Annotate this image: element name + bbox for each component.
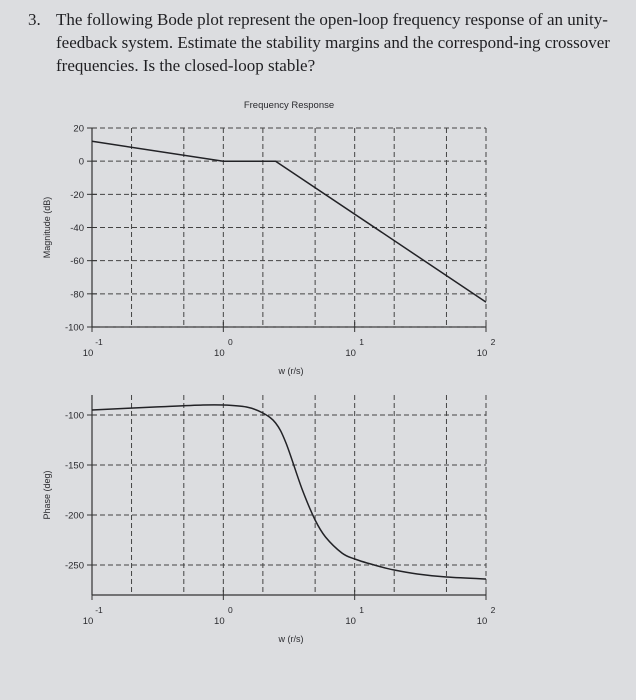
- magnitude-x-tick-exponent: -1: [95, 337, 103, 347]
- magnitude-x-tick-exponent: 1: [359, 337, 365, 347]
- magnitude-y-tick-label: 0: [78, 156, 84, 168]
- phase-series-line: [92, 405, 486, 579]
- magnitude-y-tick-label: -20: [70, 189, 84, 201]
- magnitude-y-axis-label: Magnitude (dB): [42, 196, 52, 259]
- magnitude-x-tick-label: 10: [345, 348, 356, 359]
- magnitude-y-tick-label: 20: [73, 123, 84, 135]
- magnitude-y-tick-label: -60: [70, 256, 84, 268]
- phase-y-tick-label: -250: [64, 560, 84, 572]
- phase-y-axis-label: Phase (deg): [42, 470, 52, 520]
- question-text: The following Bode plot represent the open-loop frequency response of an unity-feedback system. Estimate the stability margins and the correspond-ing crossover frequencies. Is the closed-loop stable?: [56, 10, 610, 75]
- magnitude-chart-title: Frequency Response: [243, 100, 335, 111]
- magnitude-x-tick-label: 10: [82, 348, 94, 359]
- magnitude-x-tick-label: 10: [214, 348, 225, 359]
- phase-y-tick-label: -200: [64, 510, 84, 522]
- magnitude-series-line: [92, 141, 486, 302]
- phase-x-axis-label: w (r/s): [278, 634, 304, 644]
- phase-x-tick-label: 10: [345, 616, 356, 627]
- phase-y-tick-label: -100: [64, 410, 84, 422]
- phase-x-tick-exponent: 1: [359, 605, 365, 615]
- phase-x-tick-label: 10: [476, 616, 488, 627]
- magnitude-x-tick-exponent: 2: [490, 337, 496, 347]
- magnitude-y-tick-label: -100: [64, 322, 84, 334]
- phase-chart: [42, 395, 496, 644]
- phase-x-tick-label: 10: [214, 616, 225, 627]
- magnitude-x-axis-label: w (r/s): [278, 366, 304, 376]
- phase-x-tick-label: 10: [82, 616, 94, 627]
- magnitude-chart: [42, 100, 496, 376]
- magnitude-y-tick-label: -40: [70, 223, 84, 234]
- phase-y-tick-label: -150: [64, 460, 84, 472]
- phase-x-tick-exponent: -1: [95, 605, 103, 615]
- magnitude-x-tick-exponent: 0: [227, 337, 233, 347]
- phase-x-tick-exponent: 0: [227, 605, 233, 615]
- magnitude-x-tick-label: 10: [476, 348, 488, 359]
- question-number: 3.: [28, 10, 41, 29]
- magnitude-y-tick-label: -80: [70, 289, 84, 301]
- phase-x-tick-exponent: 2: [490, 605, 496, 615]
